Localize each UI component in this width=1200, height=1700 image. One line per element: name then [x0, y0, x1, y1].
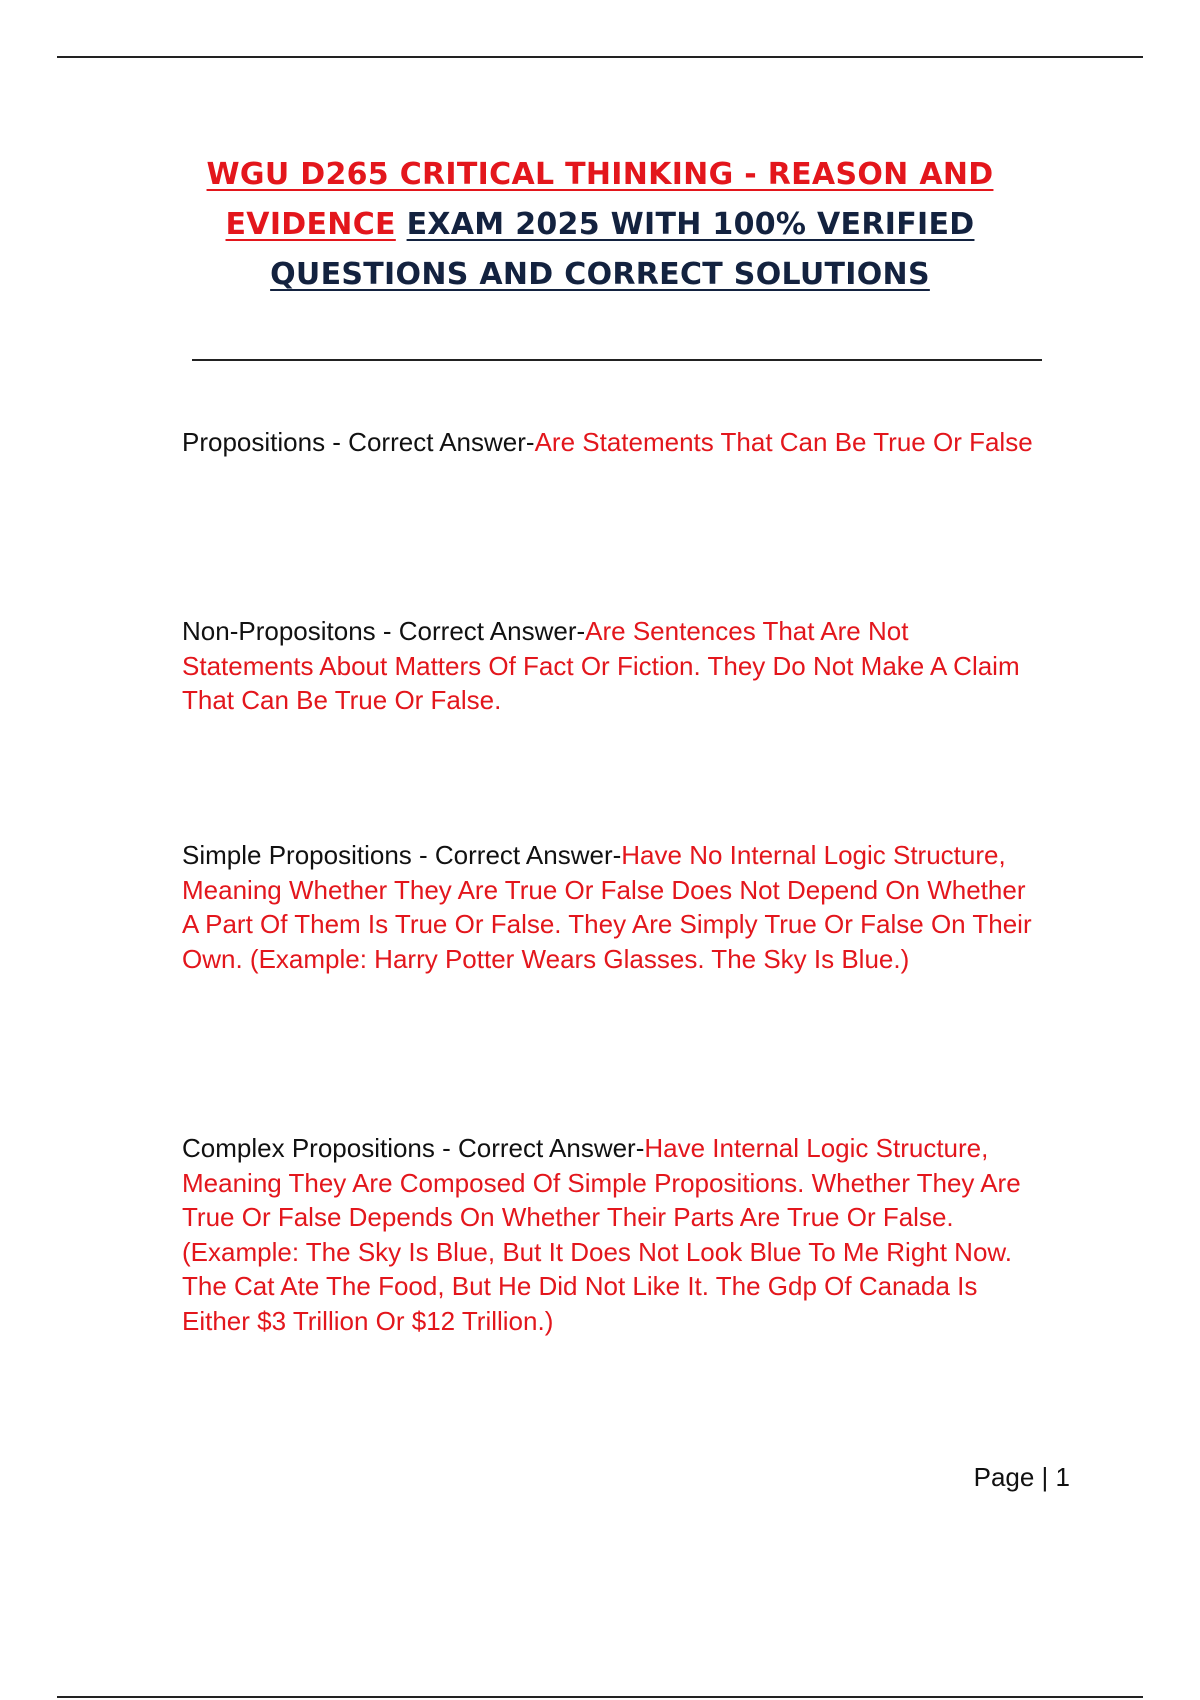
qa-entry-simple-propositions — [182, 838, 1042, 976]
top-rule — [57, 56, 1143, 58]
qa-answer: Have Internal Logic Structure, Meaning They Are Composed Of Simple Propositions. Whether They Are True Or False Depends On Whether Their Parts Are True Or False. (Example: The Sky Is Blue, But It Does Not Look Blue To Me Right Now. The Cat Ate The Food, But He Did Not Like It. The Gdp Of Canada Is Either $3 Trillion Or $12 Trillion.) — [182, 1133, 1021, 1336]
qa-separator: - Correct Answer- — [411, 840, 622, 870]
qa-term: Propositions — [182, 427, 326, 457]
title-red-line2: EVIDENCE — [225, 207, 396, 242]
title-navy-line2: EXAM 2025 WITH 100% VERIFIED — [406, 207, 975, 242]
qa-answer: Have No Internal Logic Structure, Meaning Whether They Are True Or False Does Not Depend On Whether A Part Of Them Is True Or False. They Are Simply True Or False On Their Own. (Example: Harry Potter Wears Glasses. The Sky Is Blue.) — [182, 840, 1032, 974]
qa-entry-non-propositions — [182, 614, 1042, 718]
qa-separator: - Correct Answer- — [434, 1133, 645, 1163]
title-divider — [192, 359, 1042, 361]
qa-entry-propositions — [182, 425, 1042, 460]
qa-term: Complex Propositions — [182, 1133, 435, 1163]
qa-separator: - Correct Answer- — [325, 427, 535, 457]
title-navy-line3: QUESTIONS AND CORRECT SOLUTIONS — [270, 257, 930, 292]
page-number: Page | 1 — [973, 1462, 1070, 1492]
qa-answer: Are Sentences That Are Not Statements About Matters Of Fact Or Fiction. They Do Not Make A Claim That Can Be True Or False. — [182, 616, 1020, 715]
bottom-rule — [57, 1696, 1143, 1698]
qa-term: Simple Propositions — [182, 840, 412, 870]
qa-entry-complex-propositions — [182, 1131, 1042, 1338]
qa-term: Non-Propositons — [182, 616, 376, 646]
qa-answer: Are Statements That Can Be True Or False — [534, 427, 1033, 457]
document-title — [150, 150, 1050, 300]
qa-separator: - Correct Answer- — [375, 616, 586, 646]
title-red-line1: WGU D265 CRITICAL THINKING - REASON AND — [206, 157, 994, 192]
